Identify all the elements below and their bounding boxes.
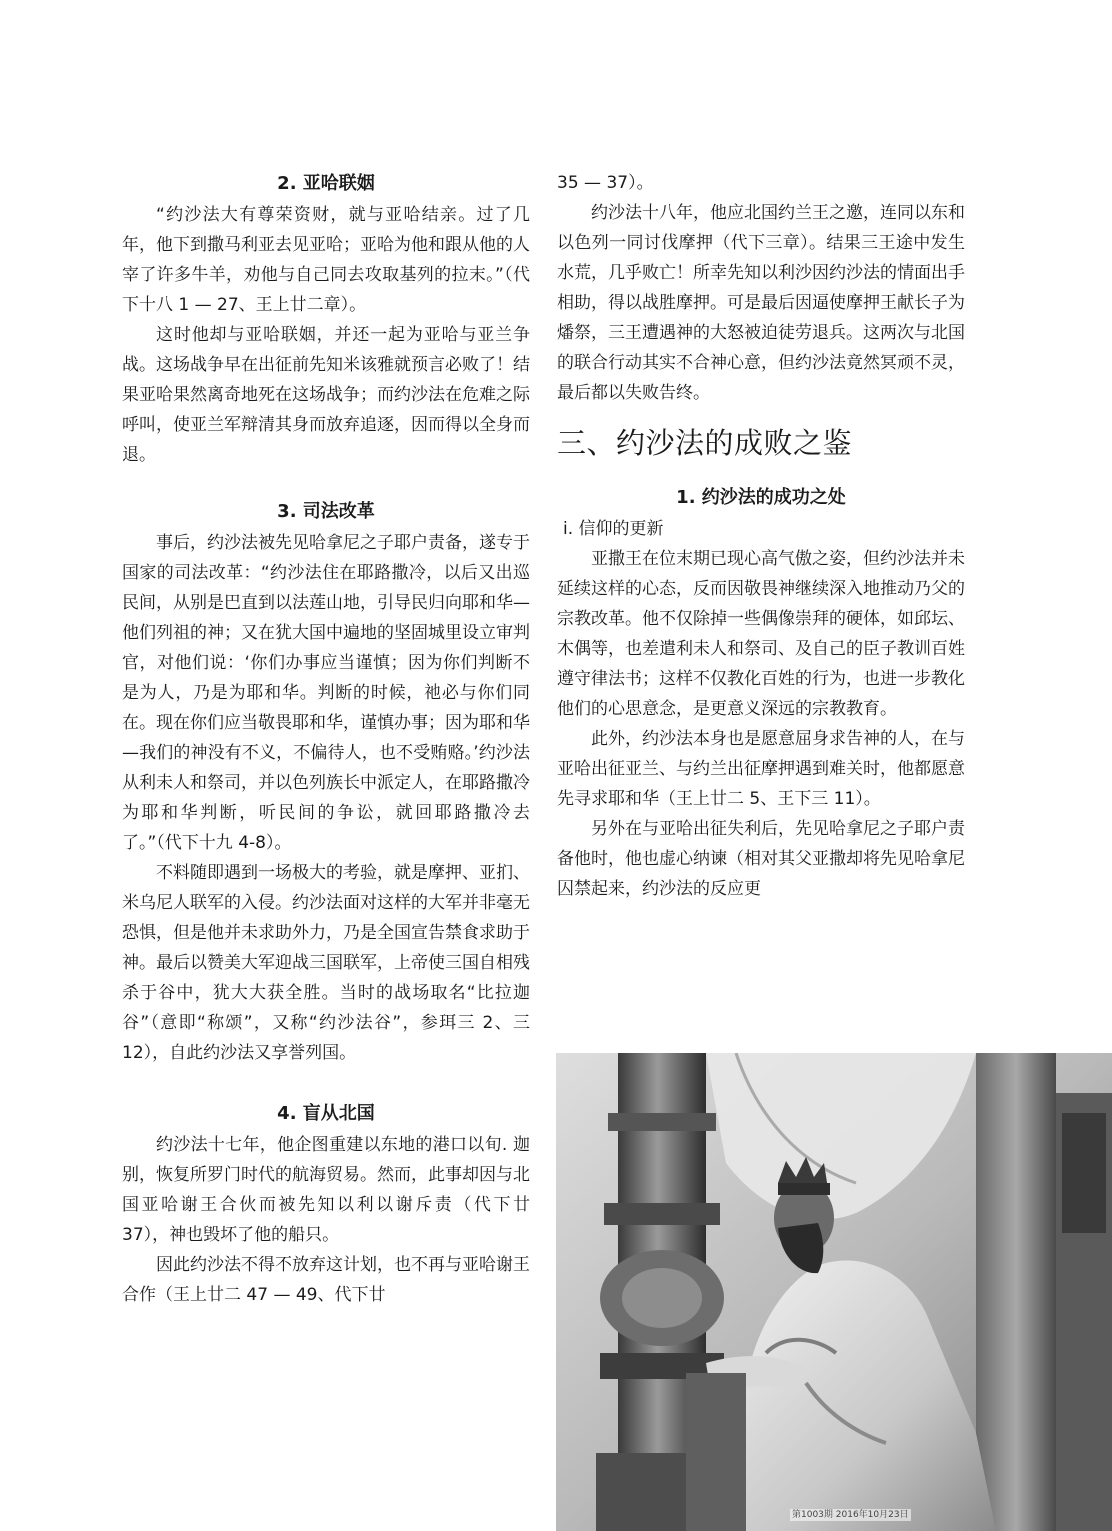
right-paragraph-3: 此外，约沙法本身也是愿意屈身求告神的人，在与亚哈出征亚兰、与约兰出征摩押遇到难关时，他都愿意先寻求耶和华（王上廿二 5、王下三 11）。 (557, 729, 965, 809)
section-4-heading: 4. 盲从北国 (277, 1103, 375, 1124)
continued-citation: 35 — 37）。 (557, 173, 654, 193)
right-column (557, 168, 965, 904)
section-3-heading: 3. 司法改革 (277, 501, 375, 522)
issue-date-footer: 第1003期 2016年10月23日 (792, 1510, 909, 1520)
section-4-paragraph-2: 因此约沙法不得不放弃这计划，也不再与亚哈谢王合作（王上廿二 47 — 49、代下廿 (122, 1255, 530, 1305)
right-paragraph-2: 亚撒王在位末期已现心高气傲之姿，但约沙法并未延续这样的心态，反而因敬畏神继续深入地推动乃父的宗教改革。他不仅除掉一些偶像崇拜的硬体，如邱坛、木偶等，也差遣利未人和祭司、及自己的臣子教训百姓遵守律法书；这样不仅教化百姓的行为，也进一步教化他们的心思意念，是更意义深远的宗教教育。 (557, 549, 965, 719)
section-2-paragraph-2: 这时他却与亚哈联姻，并还一起为亚哈与亚兰争战。这场战争早在出征前先知米该雅就预言必败了！结果亚哈果然离奇地死在这场战争；而约沙法在危难之际呼叫，使亚兰军辩清其身而放弃追逐，因而得以全身而退。 (122, 325, 530, 465)
section-3-paragraph-1: 事后，约沙法被先见哈拿尼之子耶户责备，遂专于国家的司法改革：“约沙法住在耶路撒冷，以后又出巡民间，从别是巴直到以法莲山地，引导民归向耶和华—他们列祖的神；又在犹大国中遍地的坚固城里设立审判官，对他们说：‘你们办事应当谨慎；因为你们判断不是为人，乃是为耶和华。判断的时候，祂必与你们同在。现在你们应当敬畏耶和华，谨慎办事；因为耶和华—我们的神没有不义，不偏待人，也不受贿赂。’约沙法从利未人和祭司，并以色列族长中派定人，在耶路撒冷为耶和华判断，听民间的争讼，就回耶路撒冷去了。”（代下十九 4-8）。 (122, 533, 530, 853)
section-2-heading: 2. 亚哈联姻 (277, 173, 375, 194)
subsection-1-heading: 1. 约沙法的成功之处 (676, 487, 846, 508)
left-column (122, 168, 530, 1310)
section-2-paragraph-1: “约沙法大有尊荣资财，就与亚哈结亲。过了几年，他下到撒马利亚去见亚哈；亚哈为他和跟从他的人宰了许多牛羊，劝他与自己同去攻取基列的拉末。”（代下十八 1 — 27、王上廿二章）。 (122, 205, 530, 315)
section-3-paragraph-2: 不料随即遇到一场极大的考验，就是摩押、亚扪、米乌尼人联军的入侵。约沙法面对这样的大军并非毫无恐惧，但是他并未求助外力，乃是全国宣告禁食求助于神。最后以赞美大军迎战三国联军，上帝使三国自相残杀于谷中，犹大大获全胜。当时的战场取名“比拉迦谷”（意即“称颂”，又称“约沙法谷”，参珥三 2、三 12），自此约沙法又享誉列国。 (122, 863, 530, 1063)
right-paragraph-1: 约沙法十八年，他应北国约兰王之邀，连同以东和以色列一同讨伐摩押（代下三章）。结果三王途中发生水荒，几乎败亡！所幸先知以利沙因约沙法的情面出手相助，得以战胜摩押。可是最后因逼使摩押王献长子为燔祭，三王遭遇神的大怒被迫徒劳退兵。这两次与北国的联合行动其实不合神心意，但约沙法竟然冥顽不灵，最后都以失败告终。 (557, 203, 965, 403)
praying-king-illustration (556, 1053, 1112, 1531)
right-paragraph-4: 另外在与亚哈出征失利后，先见哈拿尼之子耶户责备他时，他也虚心纳谏（相对其父亚撒却将先见哈拿尼囚禁起来，约沙法的反应更 (557, 819, 965, 899)
chapter-heading: 三、约沙法的成败之鉴 (557, 426, 853, 460)
section-4-paragraph-1: 约沙法十七年，他企图重建以东地的港口以旬. 迦别，恢复所罗门时代的航海贸易。然而，此事却因与北国亚哈谢王合伙而被先知以利以谢斥责（代下廿 37），神也毁坏了他的船只。 (122, 1135, 530, 1245)
subsection-i-label: i. 信仰的更新 (563, 519, 664, 539)
